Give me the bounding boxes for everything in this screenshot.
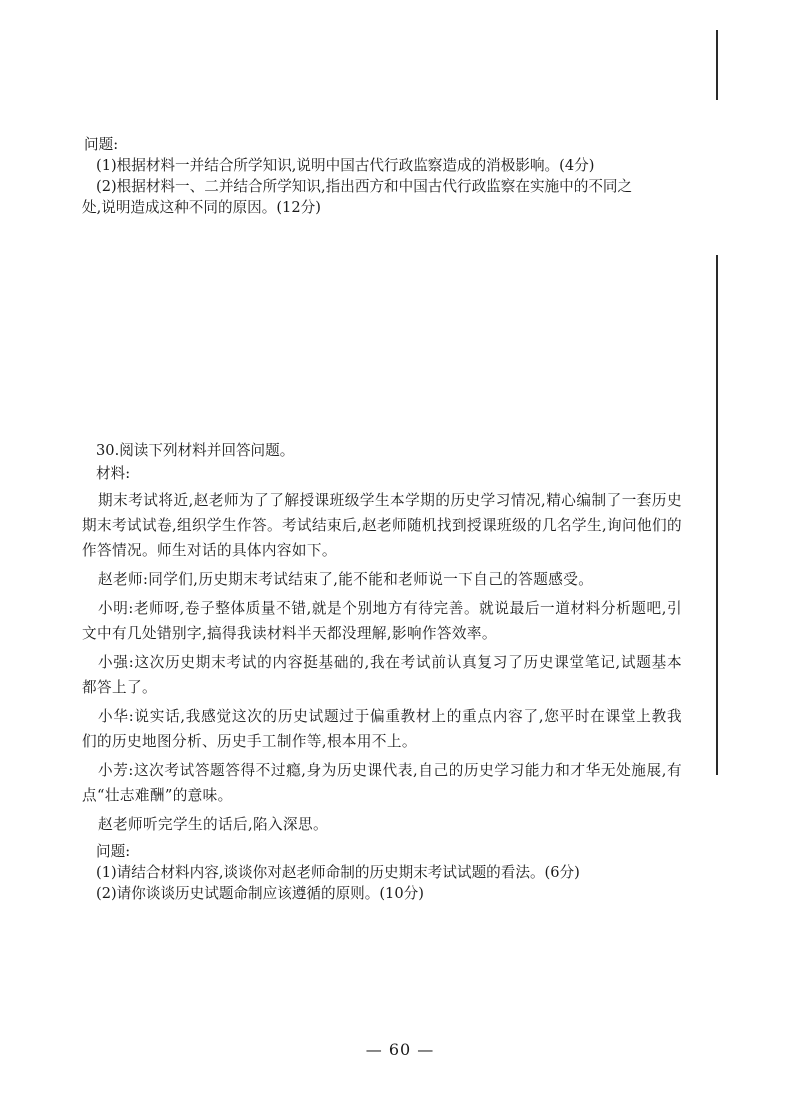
question-30-block xyxy=(82,440,682,904)
question-2-line-2: 处,说明造成这种不同的原因。(12分) xyxy=(82,199,321,216)
question-1: (1)根据材料一并结合所学知识,说明中国古代行政监察造成的消极影响。(4分) xyxy=(96,157,595,174)
narration-ending: 赵老师听完学生的话后,陷入深思。 xyxy=(98,816,328,833)
material-paragraph: 期末考试将近,赵老师为了了解授课班级学生本学期的历史学习情况,精心编制了一套历史期末考试试卷,组织学生作答。考试结束后,赵老师随机找到授课班级的几名学生,询问他们的作答情况。师生对话的具体内容如下。 xyxy=(82,492,682,559)
q30-question-1: (1)请结合材料内容,谈谈你对赵老师命制的历史期末考试试题的看法。(6分) xyxy=(96,864,580,881)
previous-question-block xyxy=(82,134,682,218)
dialogue-xiaohua: 小华:说实话,我感觉这次的历史试题过于偏重教材上的重点内容了,您平时在课堂上教我们的历史地图分析、历史手工制作等,根本用不上。 xyxy=(82,708,682,750)
q30-title: 30.阅读下列材料并回答问题。 xyxy=(96,442,295,459)
page-number: — 60 — xyxy=(365,1040,435,1059)
question-2-line-1: (2)根据材料一、二并结合所学知识,指出西方和中国古代行政监察在实施中的不同之 xyxy=(96,178,633,195)
margin-rule-middle xyxy=(716,255,718,775)
margin-rule-top xyxy=(716,30,718,100)
material-label: 材料: xyxy=(96,465,131,482)
dialogue-xiaoqiang: 小强:这次历史期末考试的内容挺基础的,我在考试前认真复习了历史课堂笔记,试题基本都答上了。 xyxy=(82,654,682,696)
questions-heading: 问题: xyxy=(84,136,119,153)
dialogue-xiaofang: 小芳:这次考试答题答得不过瘾,身为历史课代表,自己的历史学习能力和才华无处施展,有点“壮志难酬”的意味。 xyxy=(82,762,682,804)
dialogue-xiaoming: 小明:老师呀,卷子整体质量不错,就是个别地方有待完善。就说最后一道材料分析题吧,引文中有几处错别字,搞得我读材料半天都没理解,影响作答效率。 xyxy=(82,600,682,642)
q30-question-2: (2)请你谈谈历史试题命制应该遵循的原则。(10分) xyxy=(96,885,424,902)
dialogue-teacher: 赵老师:同学们,历史期末考试结束了,能不能和老师说一下自己的答题感受。 xyxy=(98,571,594,588)
q30-question-label: 问题: xyxy=(96,843,131,860)
